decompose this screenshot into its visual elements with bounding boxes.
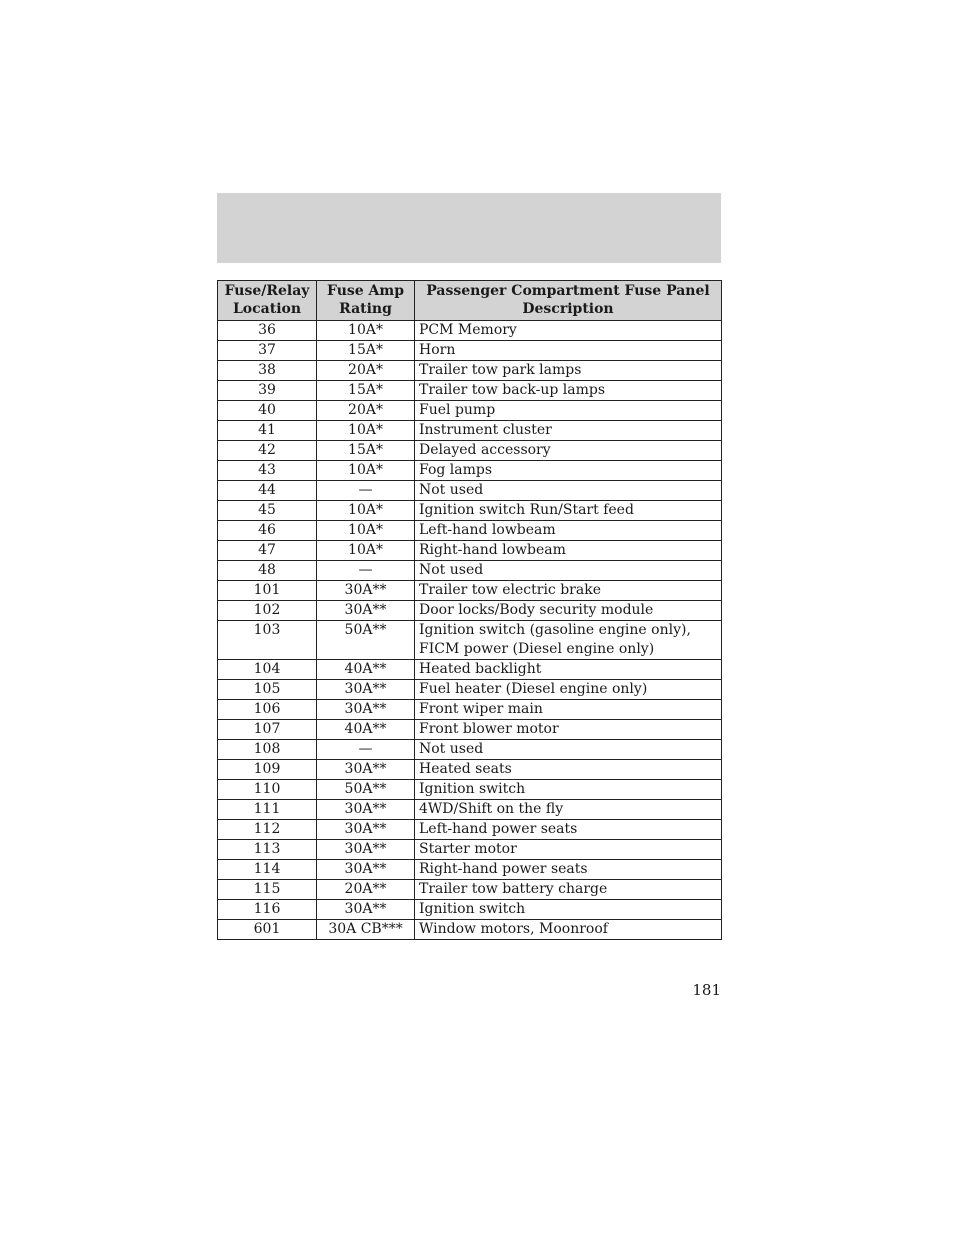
cell-description	[415, 501, 722, 521]
description-text: Ignition switch	[419, 781, 526, 797]
cell-description	[415, 321, 722, 341]
cell-amp-rating: 30A**	[317, 840, 415, 860]
cell-description	[415, 581, 722, 601]
cell-amp-rating: 10A*	[317, 521, 415, 541]
cell-location: 106	[218, 700, 317, 720]
description-text: Right-hand power seats	[419, 861, 588, 877]
table-row	[218, 660, 722, 680]
cell-location: 47	[218, 541, 317, 561]
cell-location: 109	[218, 760, 317, 780]
cell-description	[415, 840, 722, 860]
cell-location: 104	[218, 660, 317, 680]
cell-description	[415, 660, 722, 680]
description-text: Front blower motor	[419, 721, 559, 737]
cell-description	[415, 481, 722, 501]
cell-location: 46	[218, 521, 317, 541]
page-number: 181	[692, 981, 721, 999]
table-row	[218, 441, 722, 461]
fuse-table-body	[218, 321, 722, 940]
cell-description	[415, 780, 722, 800]
cell-amp-rating: 50A**	[317, 780, 415, 800]
cell-location: 38	[218, 361, 317, 381]
table-row	[218, 541, 722, 561]
table-row	[218, 740, 722, 760]
table-row	[218, 760, 722, 780]
cell-amp-rating: 10A*	[317, 461, 415, 481]
cell-location: 101	[218, 581, 317, 601]
description-text: Heated seats	[419, 761, 512, 777]
cell-description	[415, 421, 722, 441]
cell-description	[415, 760, 722, 780]
cell-description	[415, 880, 722, 900]
description-text: PCM Memory	[419, 322, 517, 338]
table-row	[218, 601, 722, 621]
description-text: Trailer tow park lamps	[419, 362, 582, 378]
cell-location: 113	[218, 840, 317, 860]
table-row	[218, 840, 722, 860]
description-text: Trailer tow battery charge	[419, 881, 608, 897]
cell-amp-rating: 40A**	[317, 720, 415, 740]
cell-location: 37	[218, 341, 317, 361]
description-text-line2: FICM power (Diesel engine only)	[419, 641, 655, 657]
table-row	[218, 700, 722, 720]
cell-amp-rating: —	[317, 481, 415, 501]
section-header-band	[217, 193, 721, 263]
header-location	[218, 281, 317, 321]
cell-amp-rating: 30A CB***	[317, 920, 415, 940]
cell-amp-rating: 15A*	[317, 381, 415, 401]
cell-location: 116	[218, 900, 317, 920]
cell-description	[415, 621, 722, 660]
cell-location: 110	[218, 780, 317, 800]
cell-location: 48	[218, 561, 317, 581]
cell-amp-rating: 10A*	[317, 541, 415, 561]
table-row	[218, 361, 722, 381]
cell-location: 39	[218, 381, 317, 401]
table-row	[218, 621, 722, 660]
table-row	[218, 820, 722, 840]
cell-location: 108	[218, 740, 317, 760]
cell-location: 43	[218, 461, 317, 481]
description-text: Not used	[419, 562, 484, 578]
description-text: Instrument cluster	[419, 422, 552, 438]
table-row	[218, 321, 722, 341]
description-text: Ignition switch	[419, 901, 526, 917]
description-text: Not used	[419, 482, 484, 498]
description-text: Fuel pump	[419, 402, 496, 418]
header-location-line1: Fuse/Relay	[224, 283, 310, 299]
table-row	[218, 860, 722, 880]
cell-description	[415, 561, 722, 581]
cell-location: 36	[218, 321, 317, 341]
cell-description	[415, 900, 722, 920]
cell-description	[415, 341, 722, 361]
header-desc-line2: Description	[522, 301, 614, 317]
cell-location: 111	[218, 800, 317, 820]
table-row	[218, 501, 722, 521]
cell-location: 41	[218, 421, 317, 441]
table-row	[218, 481, 722, 501]
cell-amp-rating: 30A**	[317, 820, 415, 840]
table-row	[218, 920, 722, 940]
table-row	[218, 720, 722, 740]
table-row	[218, 800, 722, 820]
description-text: Delayed accessory	[419, 442, 551, 458]
cell-amp-rating: —	[317, 740, 415, 760]
cell-amp-rating: 30A**	[317, 700, 415, 720]
cell-amp-rating: 30A**	[317, 800, 415, 820]
header-amp-line1: Fuse Amp	[327, 283, 404, 299]
cell-location: 45	[218, 501, 317, 521]
header-location-line2: Location	[232, 301, 302, 317]
cell-description	[415, 720, 722, 740]
cell-amp-rating: 20A*	[317, 361, 415, 381]
table-row	[218, 900, 722, 920]
table-row	[218, 401, 722, 421]
cell-location: 115	[218, 880, 317, 900]
cell-location: 44	[218, 481, 317, 501]
table-row	[218, 880, 722, 900]
cell-description	[415, 920, 722, 940]
description-text: Trailer tow electric brake	[419, 582, 601, 598]
cell-amp-rating: 30A**	[317, 680, 415, 700]
cell-location: 105	[218, 680, 317, 700]
description-text: Front wiper main	[419, 701, 543, 717]
cell-location: 102	[218, 601, 317, 621]
description-text: Left-hand lowbeam	[419, 522, 556, 538]
cell-amp-rating: 10A*	[317, 321, 415, 341]
description-text: Trailer tow back-up lamps	[419, 382, 606, 398]
cell-description	[415, 601, 722, 621]
cell-description	[415, 680, 722, 700]
cell-description	[415, 441, 722, 461]
table-row	[218, 561, 722, 581]
cell-amp-rating: 30A**	[317, 900, 415, 920]
table-row	[218, 461, 722, 481]
table-row	[218, 680, 722, 700]
cell-amp-rating: 10A*	[317, 421, 415, 441]
cell-description	[415, 541, 722, 561]
cell-description	[415, 700, 722, 720]
cell-location: 107	[218, 720, 317, 740]
cell-amp-rating: 30A**	[317, 760, 415, 780]
cell-location: 103	[218, 621, 317, 660]
table-row	[218, 421, 722, 441]
cell-amp-rating: 10A*	[317, 501, 415, 521]
cell-amp-rating: 20A*	[317, 401, 415, 421]
description-text: Starter motor	[419, 841, 517, 857]
header-row	[218, 281, 722, 321]
fuse-table	[217, 280, 722, 940]
cell-description	[415, 800, 722, 820]
description-text: Fog lamps	[419, 462, 493, 478]
description-text: Window motors, Moonroof	[419, 921, 608, 937]
description-text: Left-hand power seats	[419, 821, 578, 837]
cell-location: 40	[218, 401, 317, 421]
cell-description	[415, 401, 722, 421]
cell-location: 112	[218, 820, 317, 840]
cell-amp-rating: 30A**	[317, 860, 415, 880]
cell-amp-rating: 15A*	[317, 441, 415, 461]
cell-amp-rating: 30A**	[317, 581, 415, 601]
cell-amp-rating: 30A**	[317, 601, 415, 621]
cell-location: 114	[218, 860, 317, 880]
header-description	[415, 281, 722, 321]
description-text: Not used	[419, 741, 484, 757]
header-amp	[317, 281, 415, 321]
description-text: Fuel heater (Diesel engine only)	[419, 681, 648, 697]
cell-description	[415, 521, 722, 541]
cell-description	[415, 860, 722, 880]
table-row	[218, 521, 722, 541]
cell-description	[415, 820, 722, 840]
cell-amp-rating: 15A*	[317, 341, 415, 361]
cell-description	[415, 461, 722, 481]
cell-description	[415, 740, 722, 760]
table-row	[218, 381, 722, 401]
cell-amp-rating: 20A**	[317, 880, 415, 900]
cell-amp-rating: —	[317, 561, 415, 581]
cell-description	[415, 381, 722, 401]
description-text: Ignition switch (gasoline engine only),	[419, 622, 691, 638]
cell-location: 601	[218, 920, 317, 940]
description-text: Right-hand lowbeam	[419, 542, 566, 558]
cell-amp-rating: 50A**	[317, 621, 415, 660]
table-row	[218, 341, 722, 361]
cell-location: 42	[218, 441, 317, 461]
header-amp-line2: Rating	[339, 301, 392, 317]
description-text: Heated backlight	[419, 661, 542, 677]
fuse-table-header	[218, 281, 722, 321]
description-text: Horn	[419, 342, 456, 358]
header-desc-line1: Passenger Compartment Fuse Panel	[426, 283, 710, 299]
description-text: Door locks/Body security module	[419, 602, 654, 618]
table-row	[218, 581, 722, 601]
cell-amp-rating: 40A**	[317, 660, 415, 680]
table-row	[218, 780, 722, 800]
description-text: Ignition switch Run/Start feed	[419, 502, 634, 518]
description-text: 4WD/Shift on the fly	[419, 801, 564, 817]
cell-description	[415, 361, 722, 381]
